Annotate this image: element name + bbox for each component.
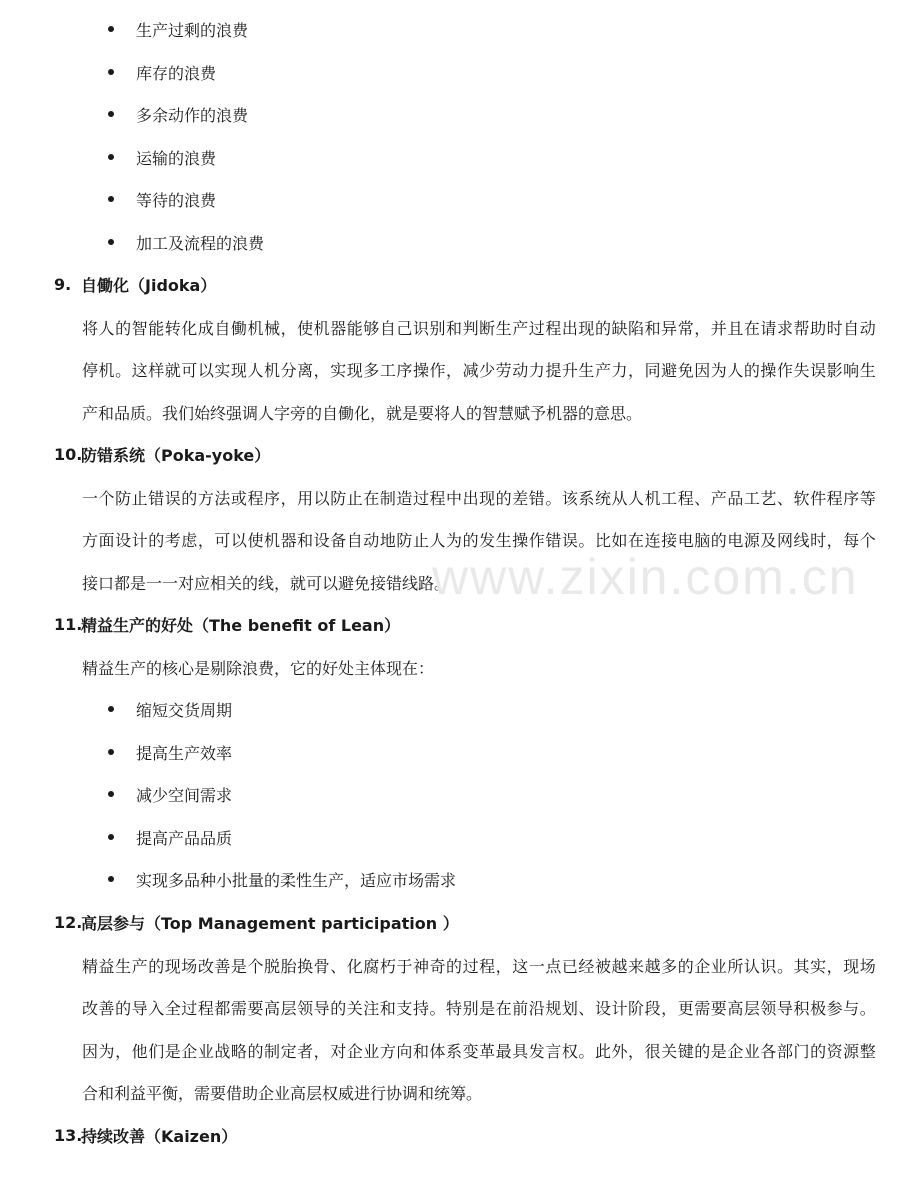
section-title: 自働化（Jidoka） — [81, 275, 217, 295]
list-item-text: 提高产品品质 — [136, 828, 233, 848]
list-item — [108, 102, 248, 126]
list-item-text: 提高生产效率 — [136, 743, 233, 763]
list-item — [108, 17, 248, 41]
section-title: 持续改善（Kaizen） — [81, 1126, 238, 1146]
section-heading-12 — [54, 910, 459, 934]
list-item-text: 等待的浪费 — [136, 190, 217, 210]
list-item — [108, 230, 264, 254]
bullet-icon — [108, 791, 114, 797]
section-number: 13. — [54, 1125, 83, 1145]
paragraph-line: 停 机 。 这 样 就 可 以 实 现 人 机 分 离 ， 实 现 多 工 序 操 作 ， 减 少 劳 动 力 提 升 生 产 力 ， 同 避 免 因 为 人 的 操 作 失 误 影 响 生 — [82, 360, 876, 380]
paragraph-line: 一 个 防 止 错 误 的 方 法 或 程 序 ， 用 以 防 止 在 制 造 过 程 中 出 现 的 差 错 。 该 系 统 从 人 机 工 程 、 产 品 工 艺 、 软 件 程 序 等 — [82, 488, 876, 508]
section-heading-13 — [54, 1123, 237, 1147]
list-item-text: 运输的浪费 — [136, 148, 217, 168]
section-heading-11 — [54, 612, 400, 636]
bullet-icon — [108, 876, 114, 882]
paragraph-line: 将 人 的 智 能 转 化 成 自 働 机 械 ， 使 机 器 能 够 自 己 识 别 和 判 断 生 产 过 程 出 现 的 缺 陷 和 异 常 ， 并 且 在 请 求 帮 助 时 自 动 — [82, 318, 876, 338]
section-heading-9 — [54, 272, 216, 296]
list-item — [108, 825, 232, 849]
list-item — [108, 697, 232, 721]
paragraph-line: 精益生产的核心是剔除浪费，它的好处主体现在： — [82, 658, 435, 678]
bullet-icon — [108, 749, 114, 755]
bullet-icon — [108, 111, 114, 117]
bullet-icon — [108, 69, 114, 75]
list-item — [108, 145, 216, 169]
paragraph-line: 精 益 生 产 的 现 场 改 善 是 个 脱 胎 换 骨 、 化 腐 朽 于 神 奇 的 过 程 ， 这 一 点 已 经 被 越 来 越 多 的 企 业 所 认 识 。 其 实 ， 现 场 — [82, 956, 876, 976]
section-number: 10. — [54, 444, 83, 464]
paragraph-line: 方 面 设 计 的 考 虑 ， 可 以 使 机 器 和 设 备 自 动 地 防 止 人 为 的 发 生 操 作 错 误 。 比 如 在 连 接 电 脑 的 电 源 及 网 线 时 ， 每 个 — [82, 530, 876, 550]
section-number: 9. — [54, 274, 72, 294]
bullet-icon — [108, 154, 114, 160]
list-item — [108, 782, 232, 806]
paragraph-line: 接口都是一一对应相关的线，就可以避免接错线路。 — [82, 573, 451, 593]
paragraph-line: 因 为 ， 他 们 是 企 业 战 略 的 制 定 者 ， 对 企 业 方 向 和 体 系 变 革 最 具 发 言 权 。 此 外 ， 很 关 键 的 是 企 业 各 部 门 的 资 源 整 — [82, 1041, 876, 1061]
bullet-icon — [108, 239, 114, 245]
bullet-icon — [108, 196, 114, 202]
list-item — [108, 60, 216, 84]
list-item-text: 减少空间需求 — [136, 785, 233, 805]
section-number: 12. — [54, 912, 83, 932]
section-heading-10 — [54, 442, 270, 466]
paragraph-line: 改 善 的 导 入 全 过 程 都 需 要 高 层 领 导 的 关 注 和 支 持 。 特 别 是 在 前 沿 规 划 、 设 计 阶 段 ， 更 需 要 高 层 领 导 积 极 参 与 。 — [82, 998, 876, 1018]
bullet-icon — [108, 706, 114, 712]
list-item — [108, 187, 216, 211]
list-item-text: 库存的浪费 — [136, 63, 217, 83]
list-item — [108, 867, 456, 891]
list-item-text: 缩短交货周期 — [136, 700, 233, 720]
section-number: 11. — [54, 614, 83, 634]
paragraph-line: 产和品质。我们始终强调人字旁的自働化，就是要将人的智慧赋予机器的意思。 — [82, 403, 643, 423]
list-item-text: 生产过剩的浪费 — [136, 20, 249, 40]
bullet-icon — [108, 834, 114, 840]
watermark: www.zixin.com.cn — [432, 549, 859, 605]
section-title: 精益生产的好处（The benefit of Lean） — [81, 615, 401, 635]
list-item-text: 加工及流程的浪费 — [136, 233, 265, 253]
section-title: 高层参与（Top Management participation ） — [81, 913, 459, 933]
list-item — [108, 740, 232, 764]
bullet-icon — [108, 26, 114, 32]
list-item-text: 实现多品种小批量的柔性生产，适应市场需求 — [136, 870, 457, 890]
list-item-text: 多余动作的浪费 — [136, 105, 249, 125]
section-title: 防错系统（Poka-yoke） — [81, 445, 271, 465]
paragraph-line: 合和利益平衡，需要借助企业高层权威进行协调和统筹。 — [82, 1083, 483, 1103]
